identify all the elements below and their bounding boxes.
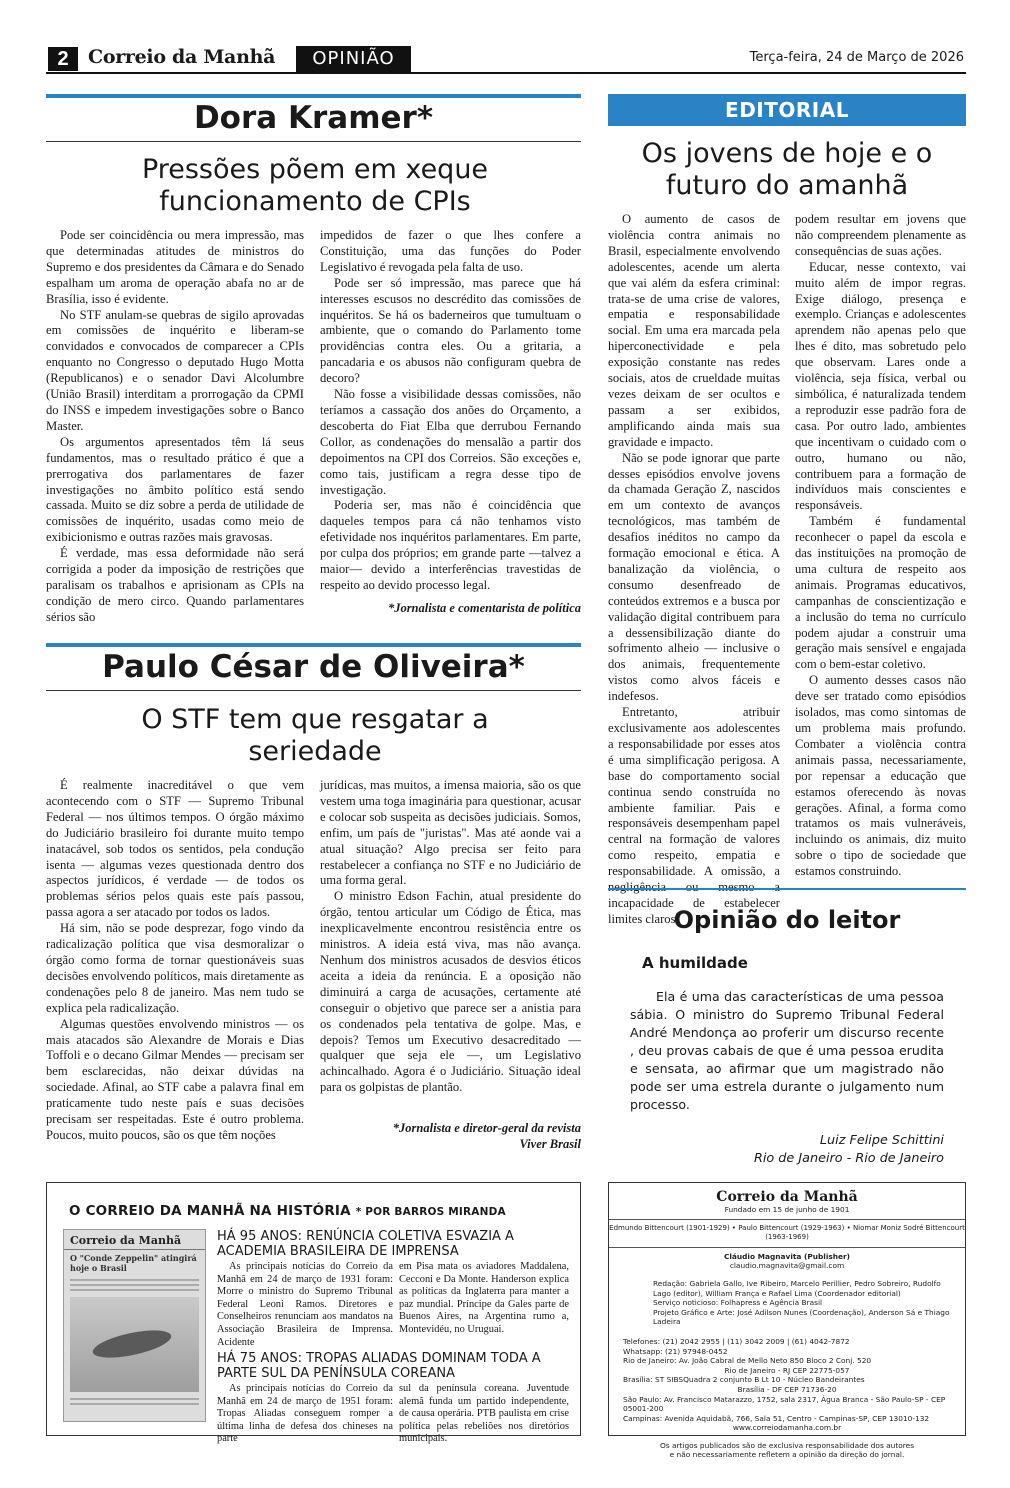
history-title — [69, 1203, 506, 1219]
column1-author: Dora Kramer* — [193, 100, 434, 136]
reader-opinion-text — [630, 988, 944, 1114]
paragraph: jurídicas, mas muitos, a imensa maioria, são os que vestem uma toga imaginária para questionar, acusar e colocar sob suspeita as decisões judiciais. Somos, enfim, um país de "juristas". Mas até aonde vai a atual situação? Algo precisa ser feito para restabelecer a confiança no STF e no Judiciário de uma forma geral. — [320, 778, 581, 888]
masthead-rule — [609, 1247, 965, 1248]
clipping-headline: O "Conde Zeppelin" atingirá hoje o Brasil — [70, 1253, 197, 1273]
history-item1-title: HÁ 95 ANOS: RENÚNCIA COLETIVA ESVAZIA A ACADEMIA BRASILEIRA DE IMPRENSA — [217, 1229, 514, 1259]
masthead-founded: Fundado em 15 de junho de 1901 — [724, 1205, 850, 1214]
masthead-website: www.correiodamanha.com.br — [732, 1423, 842, 1433]
column1-body-right — [320, 228, 581, 594]
masthead-contacts — [623, 1337, 951, 1433]
paragraph: Algumas questões envolvendo ministros — os mais atacados são Alexandre de Morais e Dias Toffoli e o decano Gilmar Mendes — precisam ser bem esclarecidas, não deixar dúvidas na sociedade. Afinal, ao STF cabe a palavra final em praticamente tudo neste país e suas decisões precisam ser respeitadas. Este é outro problema. Poucos, muito poucos, são os que têm noções — [46, 1016, 304, 1142]
reader-opinion-signature — [630, 1132, 944, 1168]
editorial-body-right — [795, 212, 966, 880]
reader-opinion-subtitle: A humildade — [642, 954, 748, 972]
history-box — [46, 1182, 581, 1445]
masthead-line: Redação: Gabriela Gallo, Ive Ribeiro, Marcelo Perillier, Pedro Sobreiro, Rudolfo Lago (editor), William França e Rafael Lima (Coordenador editorial) — [653, 1278, 941, 1298]
masthead-line: Brasília - DF CEP 71736-20 — [737, 1384, 837, 1394]
reader-opinion-box — [608, 888, 966, 1166]
paragraph: É realmente inacreditável o que vem acontecendo com o STF — Supremo Tribunal Federal — nos últimos tempos. O órgão máximo do Judiciário brasileiro foi durante muito tempo inatacável, sob todos os sentidos, pela condução isenta — algumas vezes questionada dentro dos aspectos jurídicos, é verdade — de todos os problemas sérios pelos quais este país passou, passa agora a ser atacado por todos os lados. — [46, 778, 304, 920]
column2-author: Paulo César de Oliveira* — [102, 649, 525, 685]
clipping-text-line — [70, 1289, 199, 1291]
paragraph: Há sim, não se pode desprezar, fogo vindo da radicalização política que visa desmoralizar o órgão como forma de tornar questionáveis suas decisões envolvendo políticos, mais diretamente as condenações pelo 8 de janeiro. Mas nem tudo se explica pela radicalização. — [46, 921, 304, 1015]
masthead-rule — [609, 1219, 965, 1220]
paragraph: podem resultar em jovens que não compreendem plenamente as consequências de suas ações. — [795, 212, 966, 258]
clipping-text-line — [70, 1284, 199, 1286]
column2-headline: O STF tem que resgatar a seriedade — [141, 704, 489, 767]
history-byline: * POR BARROS MIRANDA — [355, 1206, 506, 1218]
clipping-photo — [70, 1297, 199, 1392]
paragraph: Não fosse a visibilidade dessas comissões, não teríamos a cassação dos anões do Orçamento, a descoberta do Fiat Elba que derrubou Fernando Collor, as condenações do mensalão a partir dos depoimentos na CPI dos Correios. São exceções e, como tais, justificam a regra desse tipo de investigação. — [320, 387, 581, 497]
paragraph: O ministro Edson Fachin, atual presidente do órgão, tentou articular um Código de Ética, mas inexplicavelmente encontrou resistência entre os ministros. A ideia está viva, mas não avança. Nenhum dos ministros acusados de desvios éticos aceita a ideia da renúncia. E a oposição não diminuirá a carga de acusações, certamente até conseguir o objetivo que parece ser a anistia para os condenados pela tentativa de golpe. Mas, e depois? Temos um Executivo desacreditado — qualquer que seja ele —, um Legislativo achincalhado. Agora é o Judiciário. Situação ideal para os golpistas de plantão. — [320, 889, 581, 1095]
history-item2-title: HÁ 75 ANOS: TROPAS ALIADAS DOMINAM TODA A PARTE SUL DA PENÍNSULA COREANA — [217, 1351, 541, 1381]
section-tag: OPINIÃO — [296, 46, 411, 72]
masthead-disclaimer — [609, 1441, 965, 1460]
history-item2-text-left — [217, 1383, 393, 1446]
masthead-line: Projeto Gráfico e Arte: José Adilson Nunes (Coordenação), Anderson Sá e Thiago Ladeira — [653, 1307, 950, 1327]
masthead-line: Rio de Janeiro: Av. João Cabral de Mello Neto 850 Bloco 2 Conj. 520 — [623, 1356, 872, 1366]
issue-date: Terça-feira, 24 de Março de 2026 — [749, 50, 964, 65]
editorial-body-left — [608, 212, 780, 928]
masthead-brand: Correio da Manhã — [716, 1189, 858, 1205]
paragraph: As principais notícias do Correio da Manhã em 24 de março de 1931 foram: Morre o ministro do Supremo Tribunal Federal Leoni Ramos. Diretores e Conselheiros renunciam aos mandatos na Associação Brasileira de Imprensa. Acidente — [217, 1261, 393, 1348]
editorial-tag: EDITORIAL — [608, 94, 966, 126]
column1-headline: Pressões põem em xeque funcionamento de CPIs — [141, 154, 489, 217]
masthead-line: Campinas: Avenida Aquidabã, 766, Sala 51, Centro - Campinas-SP, CEP 13010-132 — [623, 1413, 930, 1423]
paragraph: É verdade, mas essa deformidade não será corrigida a poder da imposição de restrições que paralisam os trabalhos e aprisionam as CPIs na condição de mero circo. Quando parlamentares sérios são — [46, 546, 304, 624]
reader-opinion-title: Opinião do leitor — [673, 906, 901, 934]
clipping-text-line — [70, 1279, 199, 1281]
paragraph: Não se pode ignorar que parte desses episódios envolve jovens da chamada Geração Z, nascidos em um contexto de avanços tecnológicos, mas também de desafios inéditos no campo da formação emocional e ética. A banalização da violência, o consumo desenfreado de conteúdos extremos e a busca por validação digital contribuem para a dessensibilização diante do sofrimento alheio — inclusive o dos animais, frequentemente vistos como alvos fáceis e indefesos. — [608, 450, 780, 704]
column1-signature: *Jornalista e comentarista de política — [387, 601, 581, 615]
masthead-publisher-email: claudio.magnavita@gmail.com — [729, 1261, 845, 1271]
column1-top-rule — [46, 94, 581, 98]
reader-name: Luiz Felipe Schittini — [819, 1133, 944, 1148]
paragraph: Poderia ser, mas não é coincidência que daqueles tempos para cá não tenhamos visto efetividade nos inquéritos parlamentares. Em parte, por culpa dos próprios; em grande parte —talvez a maior— devido a interferências travestidas de respeito ao devido processo legal. — [320, 498, 581, 592]
history-item1-text-right — [399, 1261, 569, 1337]
masthead-line: Serviço noticioso: Folhapress e Agência Brasil — [653, 1298, 823, 1308]
column1-body-left — [46, 228, 304, 626]
page-number: 2 — [48, 47, 78, 71]
masthead-line: e não necessariamente refletem a opinião da direção do jornal. — [669, 1450, 905, 1460]
masthead-box — [608, 1182, 966, 1460]
header-rule — [46, 72, 966, 74]
masthead-line: Os artigos publicados são de exclusiva responsabilidade dos autores — [659, 1440, 915, 1450]
clipping-masthead: Correio da Manhã — [64, 1230, 205, 1250]
paragraph: No STF anulam-se quebras de sigilo aprovadas em comissões de inquérito e liberam-se convidados e convocados de comparecer a CPIs enquanto no Congresso o deputado Hugo Motta (Republicanos) e o senador Davi Alcolumbre (União Brasil) interditam a prorrogação da CPMI do INSS e impedem investigações sobre o Banco Master. — [46, 307, 304, 433]
column2-top-rule — [46, 643, 581, 647]
paragraph: O aumento de casos de violência contra animais no Brasil, especialmente envolvendo adolescentes, acende um alerta que vai além da esfera criminal: trata-se de uma crise de valores, empatia e responsabilidade social. Em uma era marcada pela hiperconectividade e pela exposição constante nas redes sociais, atos de crueldade muitas vezes deixam de ser ocultos e passam a ser exibidos, amplificando ainda mais sua gravidade e impacto. — [608, 212, 780, 449]
paragraph: Pode ser coincidência ou mera impressão, mas que determinadas atitudes de ministros do Supremo e dos presidentes da Câmara e do Senado espalham um aroma de operação abafa no ar de Brasília, isso é evidente. — [46, 228, 304, 306]
clipping-text-line — [70, 1398, 199, 1400]
history-item2-text-right — [399, 1383, 569, 1446]
masthead-staff — [653, 1279, 951, 1327]
reader-place: Rio de Janeiro - Rio de Janeiro — [753, 1151, 944, 1166]
masthead-line: São Paulo: Av. Francisco Matarazzo, 1752, sala 2317, Água Branca - São Paulo-SP - CEP 05001-200 — [623, 1394, 946, 1414]
column2-author-rule — [46, 690, 581, 691]
editorial-headline: Os jovens de hoje e o futuro do amanhã — [641, 138, 933, 201]
paragraph: Também é fundamental reconhecer o papel da escola e das instituições na promoção de uma cultura de respeito aos animais. Programas educativos, campanhas de conscientização e a inclusão do tema no currículo podem ajudar a construir uma geração mais sensível e engajada com o bem-estar coletivo. — [795, 514, 966, 672]
history-title-text: O CORREIO DA MANHÃ NA HISTÓRIA — [69, 1203, 351, 1219]
column2-signature — [320, 1120, 581, 1152]
paragraph: As principais notícias do Correio da Manhã em 24 de março de 1951 foram: Tropas Aliadas conseguem romper a última linha de defesa dos chineses na parte — [217, 1383, 393, 1445]
masthead-publisher: Cláudio Magnavita (Publisher) — [723, 1251, 851, 1261]
paragraph: sul da península coreana. Juventude alemã funda um partido independente, de causa operária. PTB paulista em crise política pelas rebeliões nos diretórios municipais. — [399, 1383, 569, 1445]
zeppelin-icon — [91, 1325, 174, 1363]
column2-body-left — [46, 778, 304, 1144]
masthead-line: Whatsapp: (21) 97948-0452 — [623, 1346, 728, 1356]
clipping-text-line — [70, 1403, 199, 1405]
signature-line: *Jornalista e diretor-geral da revista — [392, 1121, 581, 1135]
masthead-line: Brasília: ST SIBSQuadra 2 conjunto B Lt 10 - Núcleo Bandeirantes — [623, 1375, 865, 1385]
paragraph: Pode ser só impressão, mas parece que há interesses escusos no descrédito das comissões de inquéritos. Se há os baderneiros que tumultuam o ambiente, que o comando do Parlamento tome providências contra eles. Ou a gritaria, a pancadaria e os abusos não configuram quebra de decoro? — [320, 275, 581, 386]
masthead-founders: Edmundo Bittencourt (1901-1929) • Paulo Bittencourt (1929-1963) • Niomar Moniz Sodré Bittencourt (1963-1969) — [609, 1223, 965, 1242]
paragraph: impedidos de fazer o que lhes confere a Constituição, uma das funções do Poder Legislativo é revogada pela falta de uso. — [320, 228, 581, 274]
column2-body-right — [320, 778, 581, 1096]
paragraph: em Pisa mata os aviadores Maddalena, Cecconi e Da Monte. Handerson explica as políticas da Inglaterra para manter a paz mundial. Príncipe da Gales parte de Buenos Aires, na Argentina rumo a, Montevidéu, no Uruguai. — [399, 1261, 569, 1335]
history-item1-text-left — [217, 1261, 393, 1349]
paragraph: Entretanto, atribuir exclusivamente aos adolescentes a responsabilidade por esses atos é uma simplificação perigosa. A base do comportamento social continua sendo construída no ambiente familiar. Pais e responsáveis desempenham papel central na formação de valores como respeito, empatia e responsabilidade. A omissão, a negligência ou mesmo a incapacidade de estabelecer limites claros — [608, 705, 780, 926]
signature-line: Viver Brasil — [519, 1137, 581, 1151]
newspaper-brand: Correio da Manhã — [88, 46, 276, 68]
paragraph: Os argumentos apresentados têm lá seus fundamentos, mas o resultado prático é que a prerrogativa dos parlamentares de fazer investigações no âmbito político está sendo cassada. Muito se diz sobre a perda de utilidade de comissões de inquérito, usadas como meio de exibicionismo e outras razões mais gravosas. — [46, 434, 304, 545]
masthead-line: Rio de Janeiro - RJ CEP 22775-057 — [724, 1365, 850, 1375]
paragraph: Ela é uma das características de uma pessoa sábia. O ministro do Supremo Tribunal Federal André Mendonça ao proferir um discurso recente , deu provas cabais de que é uma pessoa erudita e sensata, ao afirmar que um magistrado não pode ser uma estrela durante o julgamento num processo. — [630, 989, 944, 1112]
column1-author-rule — [46, 141, 581, 142]
paragraph: O aumento desses casos não deve ser tratado como episódios isolados, mas como sintomas de um problema mais profundo. Combater a violência contra animais passa, necessariamente, por repensar a educação que estamos oferecendo às novas gerações. Afinal, a forma como tratamos os mais vulneráveis, incluindo os animais, diz muito sobre o tipo de sociedade que estamos construindo. — [795, 673, 966, 879]
archive-clipping-image — [63, 1229, 206, 1422]
masthead-line: Telefones: (21) 2042 2955 | (11) 3042 2009 | (61) 4042-7872 — [623, 1336, 850, 1346]
paragraph: Educar, nesse contexto, vai muito além de impor regras. Exige diálogo, presença e exemplo. Crianças e adolescentes aprendem não apenas pelo que lhes é dito, mas sobretudo pelo que observam. Lares onde a violência, seja física, verbal ou simbólica, é naturalizada tendem a reproduzir esse padrão fora de casa. Por outro lado, ambientes que incentivam o cuidado com o outro, humano ou não, contribuem para a formação de indivíduos mais conscientes e responsáveis. — [795, 259, 966, 513]
